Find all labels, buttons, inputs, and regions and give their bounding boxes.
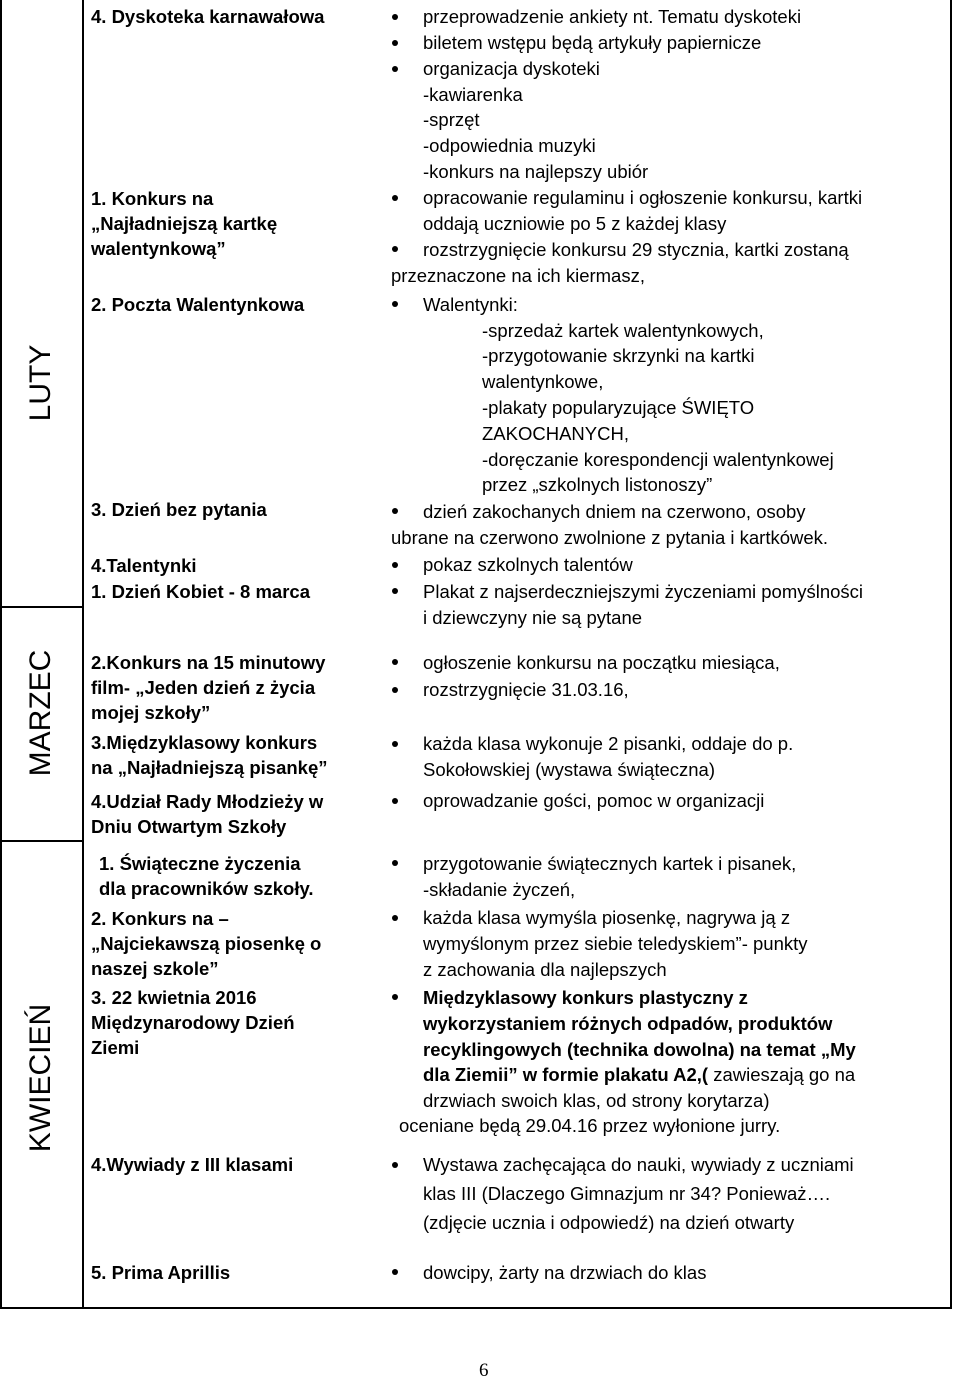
detail-oddaja: oddają uczniowie po 5 z każdej klasy (423, 213, 727, 234)
bullet (392, 562, 398, 568)
bullet (392, 1269, 398, 1275)
event-dzien-otwarty-2: Dniu Otwartym Szkoły (91, 816, 287, 837)
detail-plakaty: -plakaty popularyzujące ŚWIĘTO (482, 397, 755, 418)
detail-doreczanie: -doręczanie korespondencji walentynkowej (482, 449, 834, 470)
detail-skladanie: -składanie życzeń, (423, 879, 576, 900)
detail-czerwono: ubrane na czerwono zwolnione z pytania i kartkówek. (391, 527, 829, 548)
detail-plakat-a2 (423, 1062, 855, 1088)
bullet (392, 588, 398, 594)
detail-jury: oceniane będą 29.04.16 przez wyłonione jurry. (399, 1115, 781, 1136)
table-border-bottom (0, 1307, 952, 1309)
bullet (392, 741, 398, 747)
detail-sokolowska: Sokołowskiej (wystawa świąteczna) (423, 759, 715, 780)
event-pisanka-2: na „Najładniejszą pisankę” (91, 757, 328, 778)
event-dzien-otwarty-1: 4.Udział Rady Młodzieży w (91, 791, 324, 812)
event-konkurs-film-1: 2.Konkurs na 15 minutowy (91, 652, 326, 673)
bullet (392, 66, 398, 72)
detail-plakat: Plakat z najserdeczniejszymi życzeniami pomyślności (423, 581, 864, 602)
detail-listonosze: przez „szkolnych listonoszy” (482, 474, 713, 495)
detail-oprowadzanie: oprowadzanie gości, pomoc w organizacji (423, 790, 765, 811)
bullet (392, 915, 398, 921)
event-konkurs-kartka-2: „Najładniejszą kartkę (91, 213, 278, 234)
detail-walentynki: Walentynki: (423, 294, 518, 315)
event-dzien-kobiet: 1. Dzień Kobiet - 8 marca (91, 581, 310, 602)
event-prima-aprilis: 5. Prima Aprillis (91, 1262, 231, 1283)
detail-ogloszenie: ogłoszenie konkursu na początku miesiąca, (423, 652, 780, 673)
bullet (392, 798, 398, 804)
bullet (392, 659, 398, 665)
detail-walentynkowe: walentynkowe, (482, 371, 604, 392)
detail-rozstrzygniecie: rozstrzygnięcie konkursu 29 stycznia, kartki zostaną (423, 239, 849, 260)
detail-rozstrzygniecie-marzec: rozstrzygnięcie 31.03.16, (423, 679, 629, 700)
bullet (392, 508, 398, 514)
detail-regulamin: opracowanie regulaminu i ogłoszenie konkursu, kartki (423, 187, 863, 208)
detail-bilet: biletem wstępu będą artykuły papiernicze (423, 32, 762, 53)
event-dzien-ziemi-1: 3. 22 kwietnia 2016 (91, 987, 257, 1008)
detail-kawiarenka: -kawiarenka (423, 84, 523, 105)
detail-zdjecie: (zdjęcie ucznia i odpowiedź) na dzień otwarty (423, 1212, 795, 1233)
detail-organizacja: organizacja dyskoteki (423, 58, 600, 79)
bullet (392, 301, 398, 307)
bullet (392, 246, 398, 252)
detail-plakat-a2-bold: dla Ziemii” w formie plakatu A2,( (423, 1064, 709, 1085)
bullet (392, 994, 398, 1000)
bullet (392, 14, 398, 20)
bullet (392, 687, 398, 693)
detail-plakat-a2-rest: zawieszają go na (708, 1064, 856, 1085)
table-border-left (0, 0, 2, 1309)
event-pisanka-1: 3.Międzyklasowy konkurs (91, 732, 318, 753)
detail-sprzet: -sprzęt (423, 109, 480, 130)
detail-zakochanych: ZAKOCHANYCH, (482, 423, 629, 444)
detail-skrzynki: -przygotowanie skrzynki na kartki (482, 345, 755, 366)
detail-punkty: z zachowania dla najlepszych (423, 959, 667, 980)
detail-pisanki: każda klasa wykonuje 2 pisanki, oddaje do p. (423, 733, 794, 754)
event-dyskoteka: 4. Dyskoteka karnawałowa (91, 6, 325, 27)
detail-dziewczyny: i dziewczyny nie są pytane (423, 607, 643, 628)
detail-konkurs-ubior: -konkurs na najlepszy ubiór (423, 161, 649, 182)
detail-teledysk: wymyślonym przez siebie teledyskiem”- punkty (423, 933, 808, 954)
detail-konkurs-plastyczny: Międzyklasowy konkurs plastyczny z (423, 987, 748, 1008)
detail-muzyka: -odpowiednia muzyki (423, 135, 596, 156)
month-divider-1 (0, 606, 84, 608)
event-poczta: 2. Poczta Walentynkowa (91, 294, 305, 315)
table-border-right (950, 0, 952, 1309)
event-konkurs-kartka-1: 1. Konkurs na (91, 188, 214, 209)
bullet (392, 40, 398, 46)
event-zyczenia-2: dla pracowników szkoły. (99, 878, 314, 899)
detail-wystawa: Wystawa zachęcająca do nauki, wywiady z uczniami (423, 1154, 854, 1175)
detail-klasy-iii: klas III (Dlaczego Gimnazjum nr 34? Ponieważ…. (423, 1183, 831, 1204)
event-dzien-ziemi-3: Ziemi (91, 1037, 140, 1058)
detail-drzwi: drzwiach swoich klas, od strony korytarza) (423, 1090, 770, 1111)
detail-dzien-zakochanych: dzień zakochanych dniem na czerwono, osoby (423, 501, 806, 522)
month-luty: LUTY (24, 344, 57, 422)
detail-dowcipy: dowcipy, żarty na drzwiach do klas (423, 1262, 707, 1283)
event-konkurs-kartka-3: walentynkową” (91, 238, 226, 259)
event-talentynki: 4.Talentynki (91, 555, 197, 576)
event-wywiady: 4.Wywiady z III klasami (91, 1154, 294, 1175)
month-kwiecien: KWIECIEŃ (24, 1003, 57, 1153)
detail-kartki-pisanki: przygotowanie świątecznych kartek i pisanek, (423, 853, 797, 874)
detail-ankiety: przeprowadzenie ankiety nt. Tematu dyskoteki (423, 6, 802, 27)
table-border-month (82, 0, 84, 1309)
event-dzien-ziemi-2: Międzynarodowy Dzień (91, 1012, 295, 1033)
event-zyczenia-1: 1. Świąteczne życzenia (99, 853, 301, 874)
page-number: 6 (479, 1360, 489, 1381)
event-piosenka-3: naszej szkole” (91, 958, 219, 979)
bullet (392, 195, 398, 201)
event-piosenka-2: „Najciekawszą piosenkę o (91, 933, 322, 954)
detail-odpady: wykorzystaniem różnych odpadów, produktów (423, 1013, 833, 1034)
detail-kiermasz: przeznaczone na ich kiermasz, (391, 265, 645, 286)
detail-recykling: recyklingowych (technika dowolna) na temat „My (423, 1039, 856, 1060)
detail-talenty: pokaz szkolnych talentów (423, 554, 633, 575)
month-divider-2 (0, 840, 84, 842)
event-piosenka-1: 2. Konkurs na – (91, 908, 229, 929)
month-marzec: MARZEC (24, 649, 57, 777)
detail-piosenka: każda klasa wymyśla piosenkę, nagrywa ją z (423, 907, 791, 928)
detail-sprzedaz: -sprzedaż kartek walentynkowych, (482, 320, 764, 341)
bullet (392, 860, 398, 866)
event-dzien-bez-pytania: 3. Dzień bez pytania (91, 499, 267, 520)
event-konkurs-film-2: film- „Jeden dzień z życia (91, 677, 316, 698)
bullet (392, 1162, 398, 1168)
event-konkurs-film-3: mojej szkoły” (91, 702, 211, 723)
